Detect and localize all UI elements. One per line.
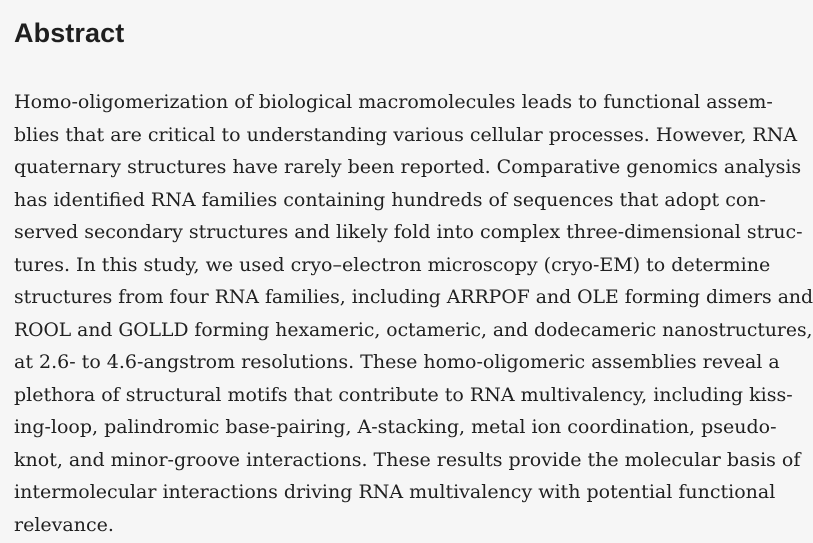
abstract-line: Homo-oligomerization of biological macromolecules leads to functional assem- xyxy=(14,91,773,113)
abstract-line: quaternary structures have rarely been reported. Comparative genomics analysis xyxy=(14,156,802,178)
abstract-line: plethora of structural motifs that contribute to RNA multivalency, including kiss- xyxy=(14,383,793,406)
abstract-line: ing-loop, palindromic base-pairing, A-stacking, metal ion coordination, pseudo- xyxy=(14,416,777,438)
abstract-line: tures. In this study, we used cryo–electron microscopy (cryo-EM) to determine xyxy=(14,253,771,276)
abstract-heading: Abstract xyxy=(14,18,125,48)
abstract-line: at 2.6- to 4.6-angstrom resolutions. These homo-oligomeric assemblies reveal a xyxy=(14,351,780,373)
abstract-line: structures from four RNA families, including ARRPOF and OLE forming dimers and xyxy=(14,286,813,308)
abstract-text xyxy=(14,86,813,541)
abstract-line: intermolecular interactions driving RNA multivalency with potential functional xyxy=(14,481,776,503)
abstract-line: relevance. xyxy=(14,513,114,536)
abstract-line: blies that are critical to understanding various cellular processes. However, RNA xyxy=(14,123,798,146)
abstract-line: has identified RNA families containing hundreds of sequences that adopt con- xyxy=(14,188,766,211)
abstract-line: ROOL and GOLLD forming hexameric, octameric, and dodecameric nanostructures, xyxy=(14,318,813,341)
abstract-line: knot, and minor-groove interactions. These results provide the molecular basis of xyxy=(14,448,801,471)
abstract-line: served secondary structures and likely fold into complex three-dimensional struc- xyxy=(14,221,803,243)
